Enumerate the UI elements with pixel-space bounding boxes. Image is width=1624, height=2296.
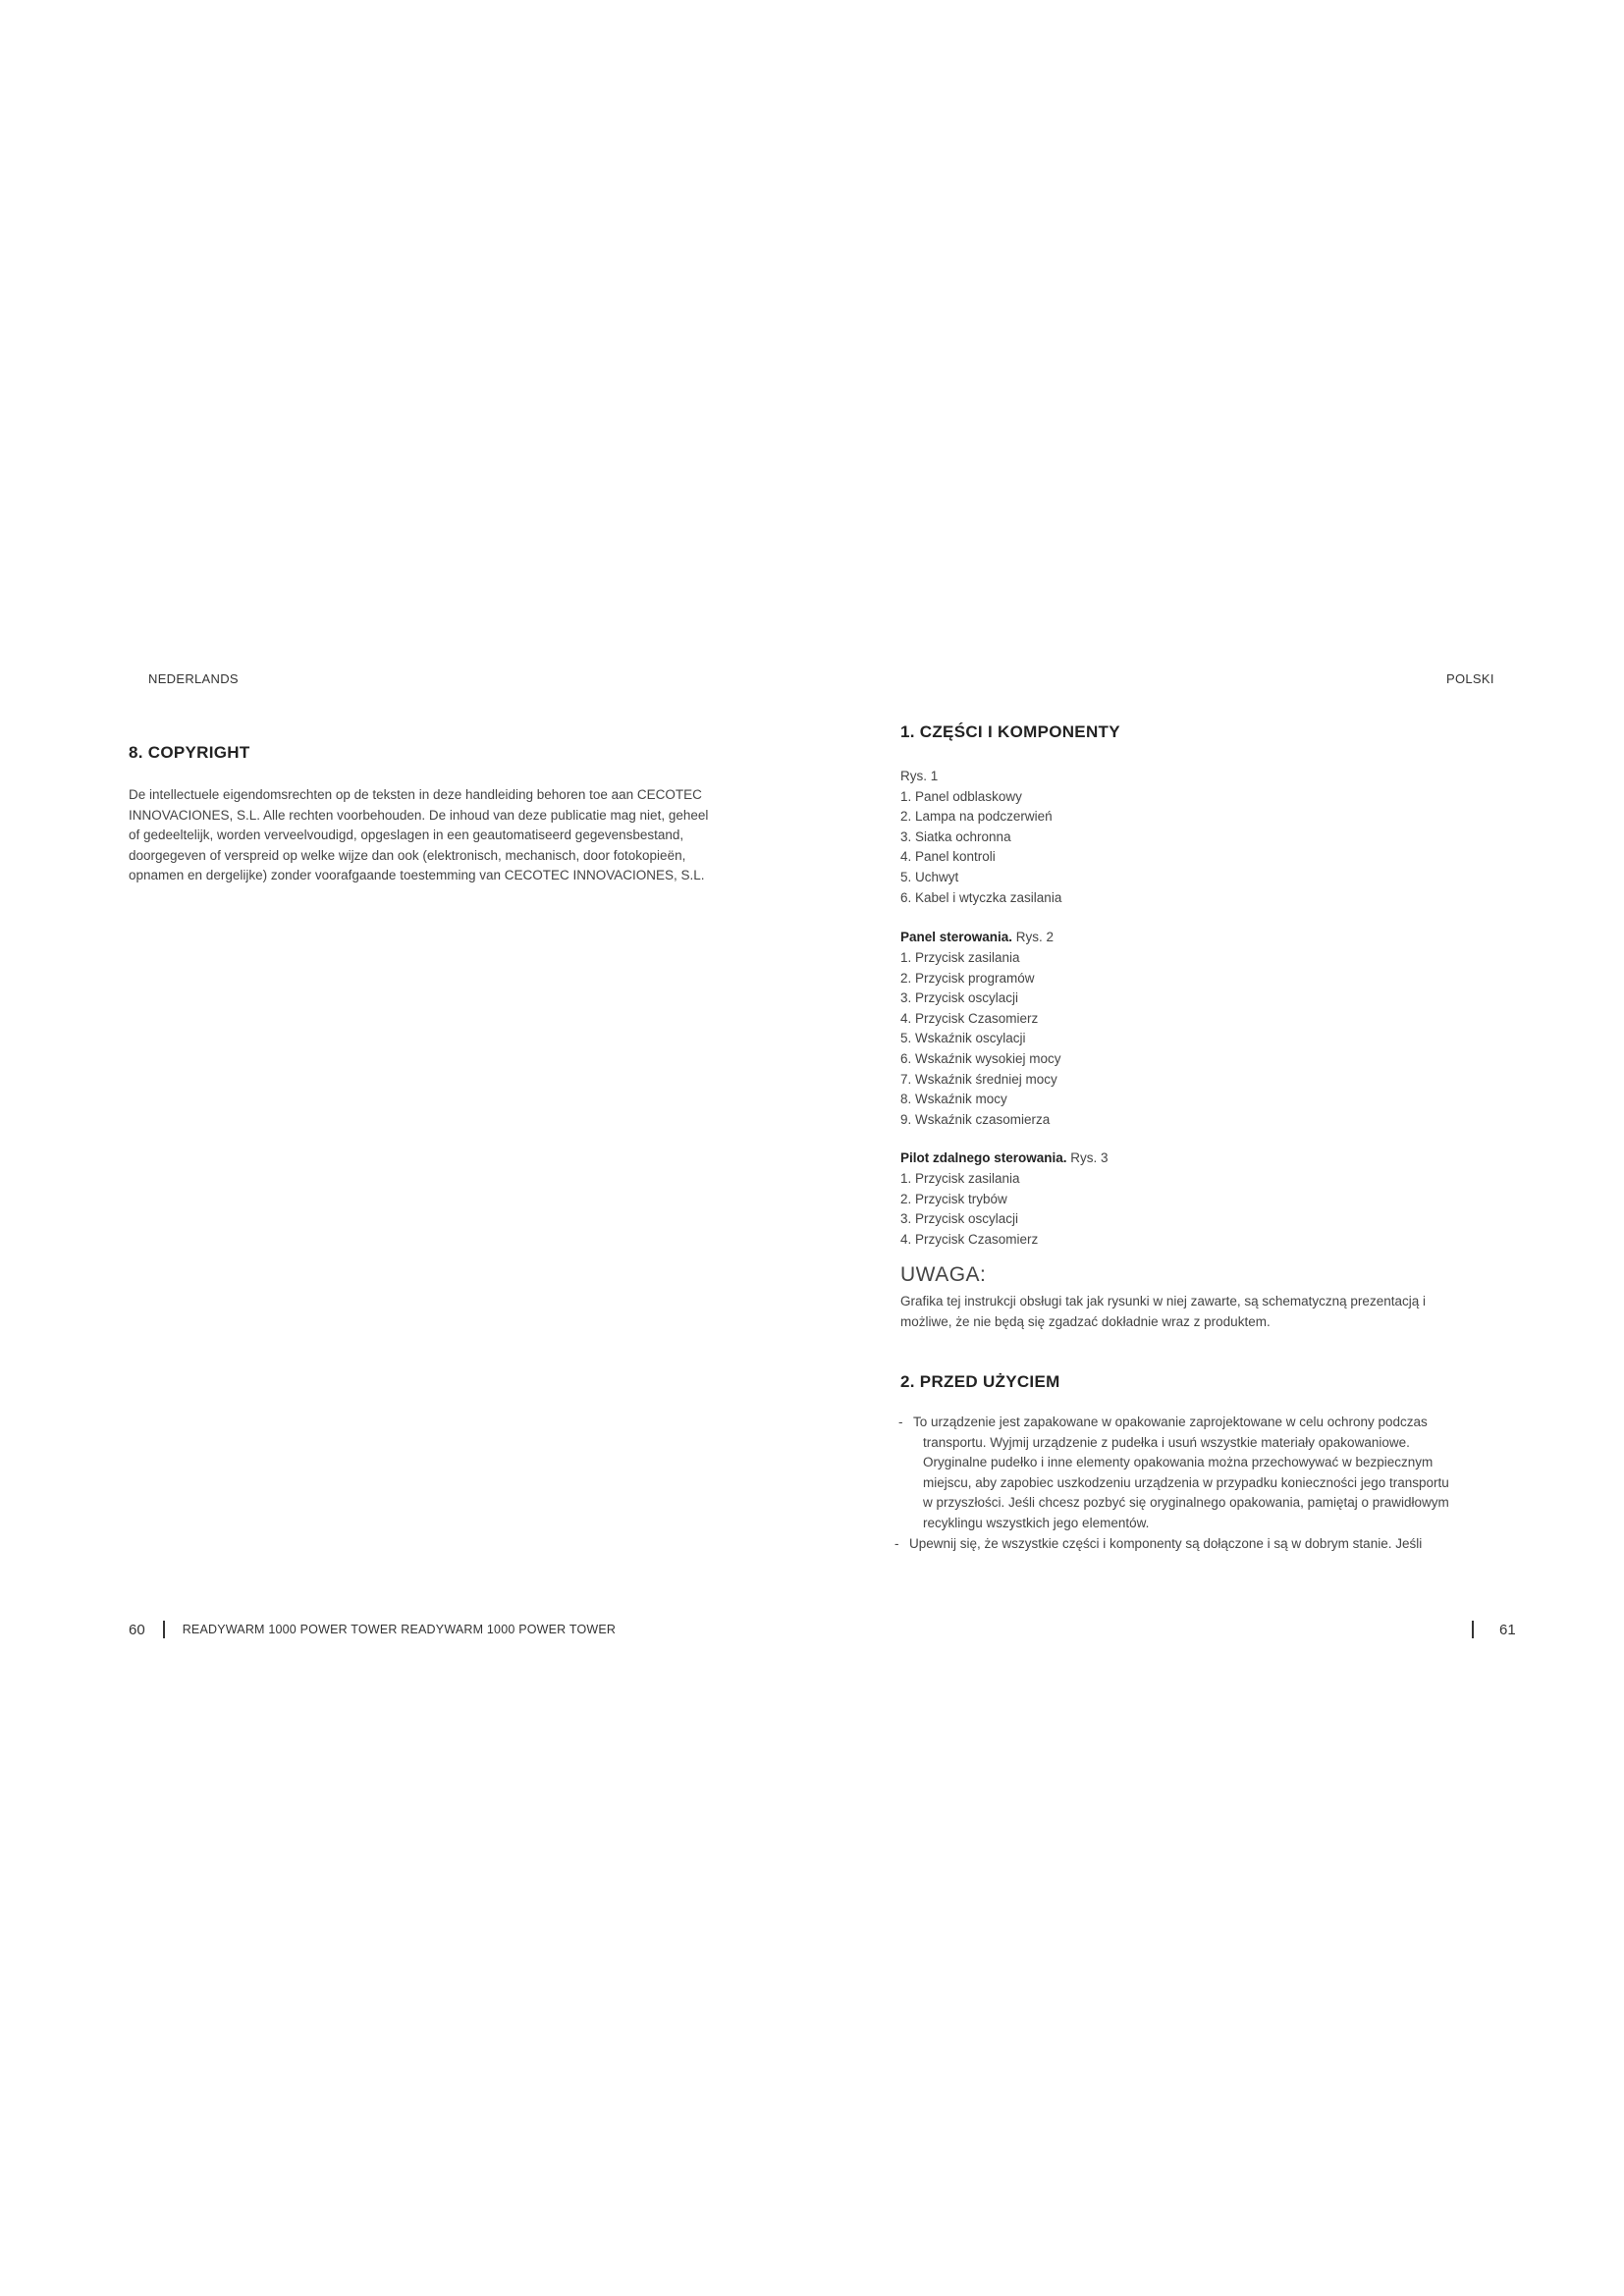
remote-heading <box>900 1148 1109 1169</box>
paragraph-line: INNOVACIONES, S.L. Alle rechten voorbehouden. De inhoud van deze publicatie mag niet, geheel <box>129 807 709 823</box>
bullet-line: Oryginalne pudełko i inne elementy opakowania można przechowywać w bezpiecznym <box>923 1455 1434 1470</box>
list-item: 4. Przycisk Czasomierz <box>900 1231 1039 1247</box>
list-item: 6. Kabel i wtyczka zasilania <box>900 889 1062 905</box>
control-panel-fig: Rys. 2 <box>1012 930 1055 944</box>
list-item: 2. Lampa na podczerwień <box>900 809 1053 825</box>
footer-right <box>1472 1621 1516 1638</box>
bullet-dash: - <box>894 1535 899 1551</box>
footer-left <box>129 1621 616 1638</box>
bullet-line: recyklingu wszystkich jego elementów. <box>923 1515 1150 1530</box>
bullet-item <box>894 1534 1449 1555</box>
copyright-paragraph <box>129 785 708 886</box>
bullet-line: w przyszłości. Jeśli chcesz pozbyć się oryginalnego opakowania, pamiętaj o prawidłowym <box>923 1495 1449 1511</box>
control-panel-list <box>900 948 1061 1130</box>
right-page <box>812 0 1624 2296</box>
fig1-parts-list <box>900 767 1061 908</box>
paragraph-line: of gedeeltelijk, worden verveelvoudigd, opgeslagen in een geautomatiseerd gegevensbestand, <box>129 828 684 843</box>
page-number-right: 61 <box>1499 1621 1516 1638</box>
bullet-line: miejscu, aby zapobiec uszkodzeniu urządzenia w przypadku konieczności jego transportu <box>923 1474 1449 1490</box>
list-item: 8. Wskaźnik mocy <box>900 1092 1007 1107</box>
list-item: 6. Wskaźnik wysokiej mocy <box>900 1050 1061 1066</box>
notice-paragraph <box>900 1292 1426 1332</box>
bullet-line: Upewnij się, że wszystkie części i komponenty są dołączone i są w dobrym stanie. Jeśli <box>909 1535 1423 1551</box>
list-item: 2. Przycisk trybów <box>900 1191 1007 1206</box>
bullet-item <box>898 1413 1449 1534</box>
list-item: 1. Przycisk zasilania <box>900 950 1020 965</box>
before-use-bullets <box>894 1413 1449 1554</box>
notice-title: UWAGA: <box>900 1263 987 1286</box>
remote-fig: Rys. 3 <box>1066 1150 1109 1165</box>
page-number-left: 60 <box>129 1621 145 1638</box>
remote-title: Pilot zdalnego sterowania. <box>900 1150 1067 1165</box>
bullet-dash: - <box>898 1415 903 1429</box>
section-title-before-use: 2. PRZED UŻYCIEM <box>900 1372 1060 1391</box>
section-title-copyright: 8. COPYRIGHT <box>129 743 250 762</box>
section-title-parts: 1. CZĘŚCI I KOMPONENTY <box>900 722 1120 741</box>
list-item: 2. Przycisk programów <box>900 970 1035 986</box>
language-label-right: POLSKI <box>1446 671 1494 686</box>
bullet-line: transportu. Wyjmij urządzenie z pudełka i usuń wszystkie materiały opakowaniowe. <box>923 1434 1410 1450</box>
footer-divider <box>1472 1621 1474 1638</box>
list-item: 7. Wskaźnik średniej mocy <box>900 1071 1057 1087</box>
list-item: 1. Panel odblaskowy <box>900 788 1022 804</box>
language-label-left: NEDERLANDS <box>148 671 239 686</box>
fig-label: Rys. 1 <box>900 769 939 783</box>
footer-divider <box>163 1621 165 1638</box>
remote-list <box>900 1169 1038 1250</box>
paragraph-line: Grafika tej instrukcji obsługi tak jak rysunki w niej zawarte, są schematyczną prezentacją i <box>900 1294 1426 1308</box>
product-name: READYWARM 1000 POWER TOWER READYWARM 1000 POWER TOWER <box>182 1623 617 1636</box>
paragraph-line: opnamen en dergelijke) zonder voorafgaande toestemming van CECOTEC INNOVACIONES, S.L. <box>129 868 705 883</box>
list-item: 5. Wskaźnik oscylacji <box>900 1031 1026 1046</box>
control-panel-title: Panel sterowania. <box>900 930 1013 944</box>
list-item: 1. Przycisk zasilania <box>900 1171 1020 1186</box>
list-item: 3. Siatka ochronna <box>900 828 1011 844</box>
control-panel-heading <box>900 928 1054 948</box>
paragraph-line: doorgegeven of verspreid op welke wijze dan ook (elektronisch, mechanisch, door fotokopieën, <box>129 847 686 863</box>
paragraph-line: możliwe, że nie będą się zgadzać dokładnie wraz z produktem. <box>900 1313 1271 1329</box>
list-item: 3. Przycisk oscylacji <box>900 1211 1019 1227</box>
list-item: 4. Przycisk Czasomierz <box>900 1010 1039 1026</box>
paragraph-line: De intellectuele eigendomsrechten op de teksten in deze handleiding behoren toe aan CECOTEC <box>129 787 702 802</box>
bullet-line: To urządzenie jest zapakowane w opakowanie zaprojektowane w celu ochrony podczas <box>913 1415 1428 1429</box>
list-item: 4. Panel kontroli <box>900 849 996 865</box>
list-item: 9. Wskaźnik czasomierza <box>900 1111 1051 1127</box>
list-item: 5. Uchwyt <box>900 869 959 884</box>
list-item: 3. Przycisk oscylacji <box>900 990 1019 1006</box>
